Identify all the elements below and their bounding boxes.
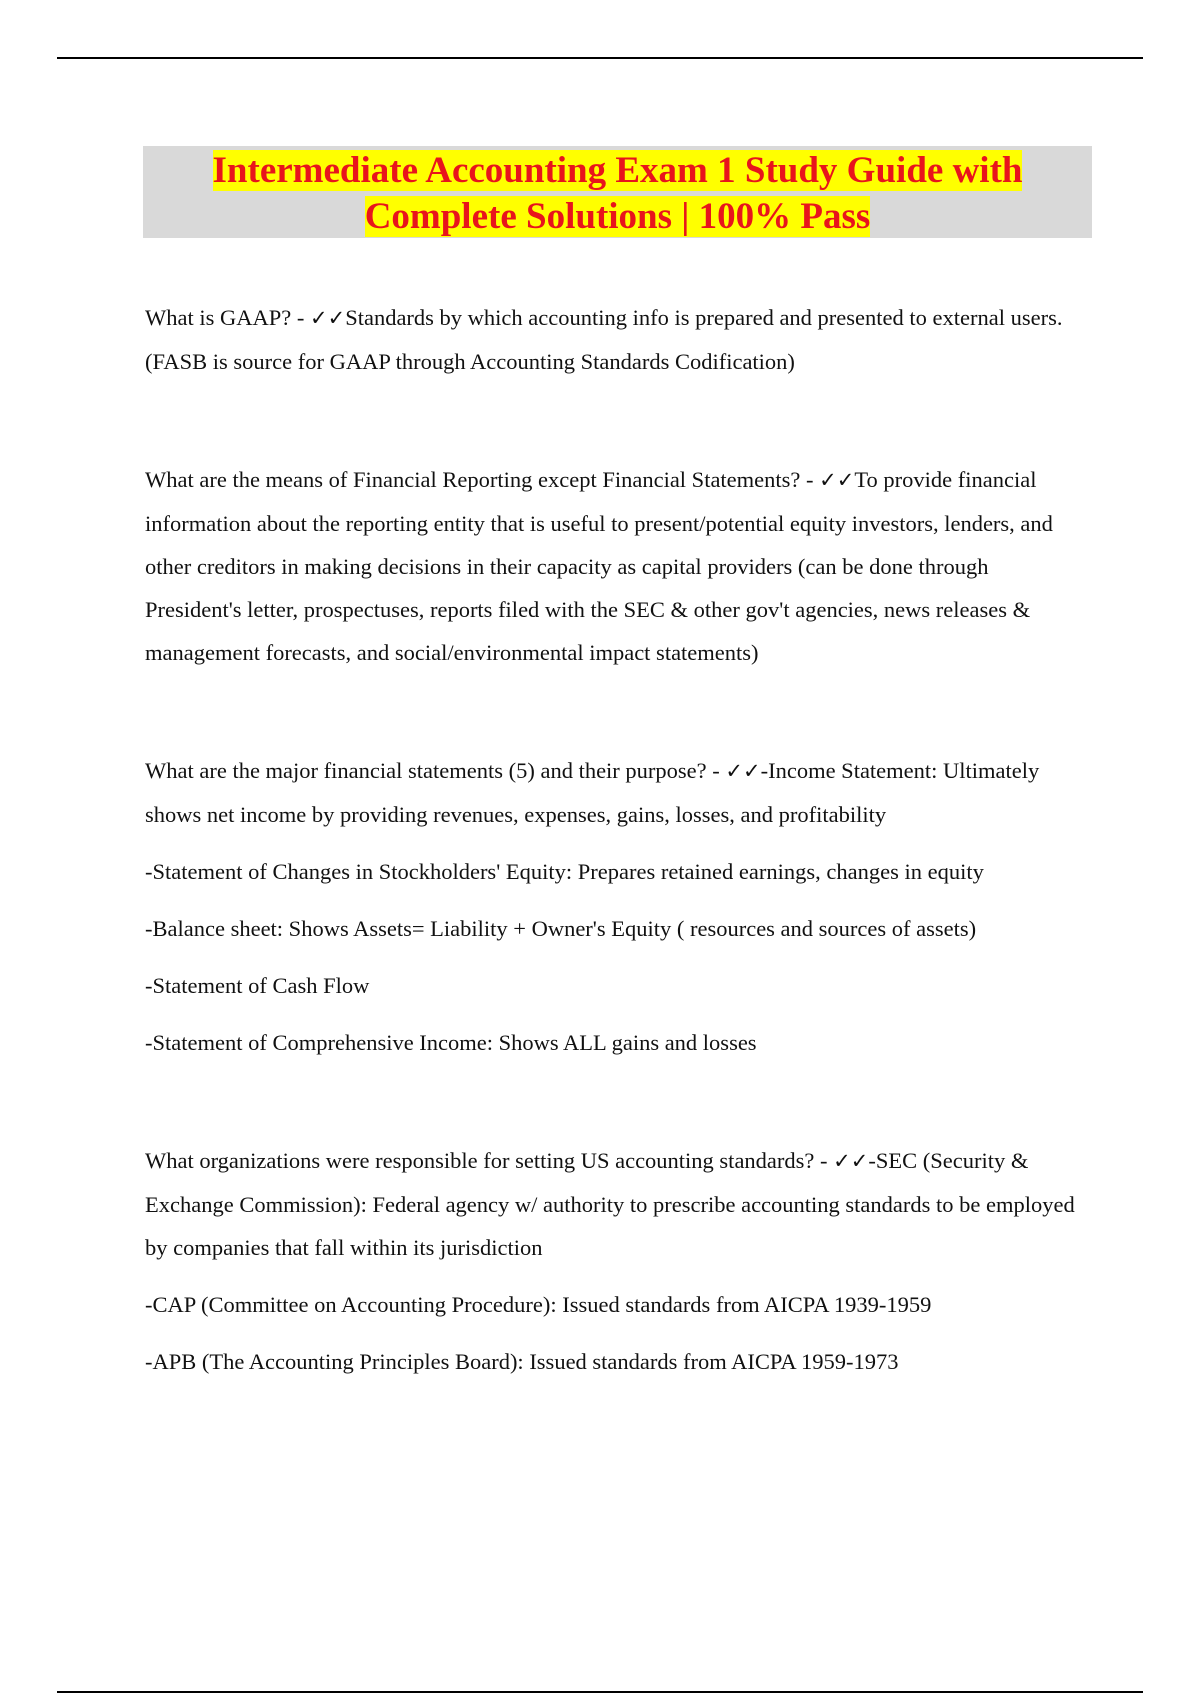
document-body [145,296,1075,1383]
qa-paragraph [145,296,1075,383]
list-item: -Statement of Cash Flow [145,973,370,998]
question-text: What are the major financial statements (5) and their purpose? - [145,758,726,783]
list-item: -APB (The Accounting Principles Board): Issued standards from AICPA 1959-1973 [145,1349,899,1374]
question-text: What are the means of Financial Reporting except Financial Statements? - [145,467,820,492]
list-item: -Balance sheet: Shows Assets= Liability + Owner's Equity ( resources and sources of assets) [145,916,977,941]
question-text: What is GAAP? - [145,305,310,330]
header-rule [57,57,1143,59]
list-item: -Statement of Comprehensive Income: Shows ALL gains and losses [145,1030,757,1055]
document-title-line-1: Intermediate Accounting Exam 1 Study Guide with [212,150,1023,191]
answer-text: Standards by which accounting info is prepared and presented to external users. (FASB is source for GAAP through Accounting Standards Codification) [145,305,1063,374]
qa-paragraph [145,458,1075,674]
qa-paragraph [145,749,1075,836]
document-title-line-2: Complete Solutions | 100% Pass [364,196,871,237]
qa-block-financial-reporting [145,458,1075,674]
qa-block-financial-statements [145,749,1075,1064]
qa-paragraph [145,1139,1075,1269]
checkmark-icon: ✓✓ [309,306,346,330]
checkmark-icon: ✓✓ [819,468,855,492]
answer-text: -Income Statement: Ultimately shows net income by providing revenues, expenses, gains, losses, and profitability [145,758,1040,827]
checkmark-icon: ✓✓ [833,1149,869,1173]
footer-rule [57,1691,1143,1693]
list-item: -CAP (Committee on Accounting Procedure): Issued standards from AICPA 1939-1959 [145,1292,932,1317]
question-text: What organizations were responsible for setting US accounting standards? - [145,1148,834,1173]
answer-text: To provide financial information about the reporting entity that is useful to present/potential equity investors, lenders, and other creditors in making decisions in their capacity as capital providers (can be done through President's letter, prospectuses, reports filed with the SEC & other gov't agencies, news releases & management forecasts, and social/environmental impact statements) [145,467,1053,665]
qa-block-gaap [145,296,1075,383]
list-item: -Statement of Changes in Stockholders' Equity: Prepares retained earnings, changes in equity [145,859,984,884]
qa-block-standard-setters [145,1139,1075,1383]
checkmark-icon: ✓✓ [725,759,761,783]
document-title-box [143,146,1092,238]
answer-text: -SEC (Security & Exchange Commission): Federal agency w/ authority to prescribe accounting standards to be employed by companies that fall within its jurisdiction [145,1148,1075,1260]
